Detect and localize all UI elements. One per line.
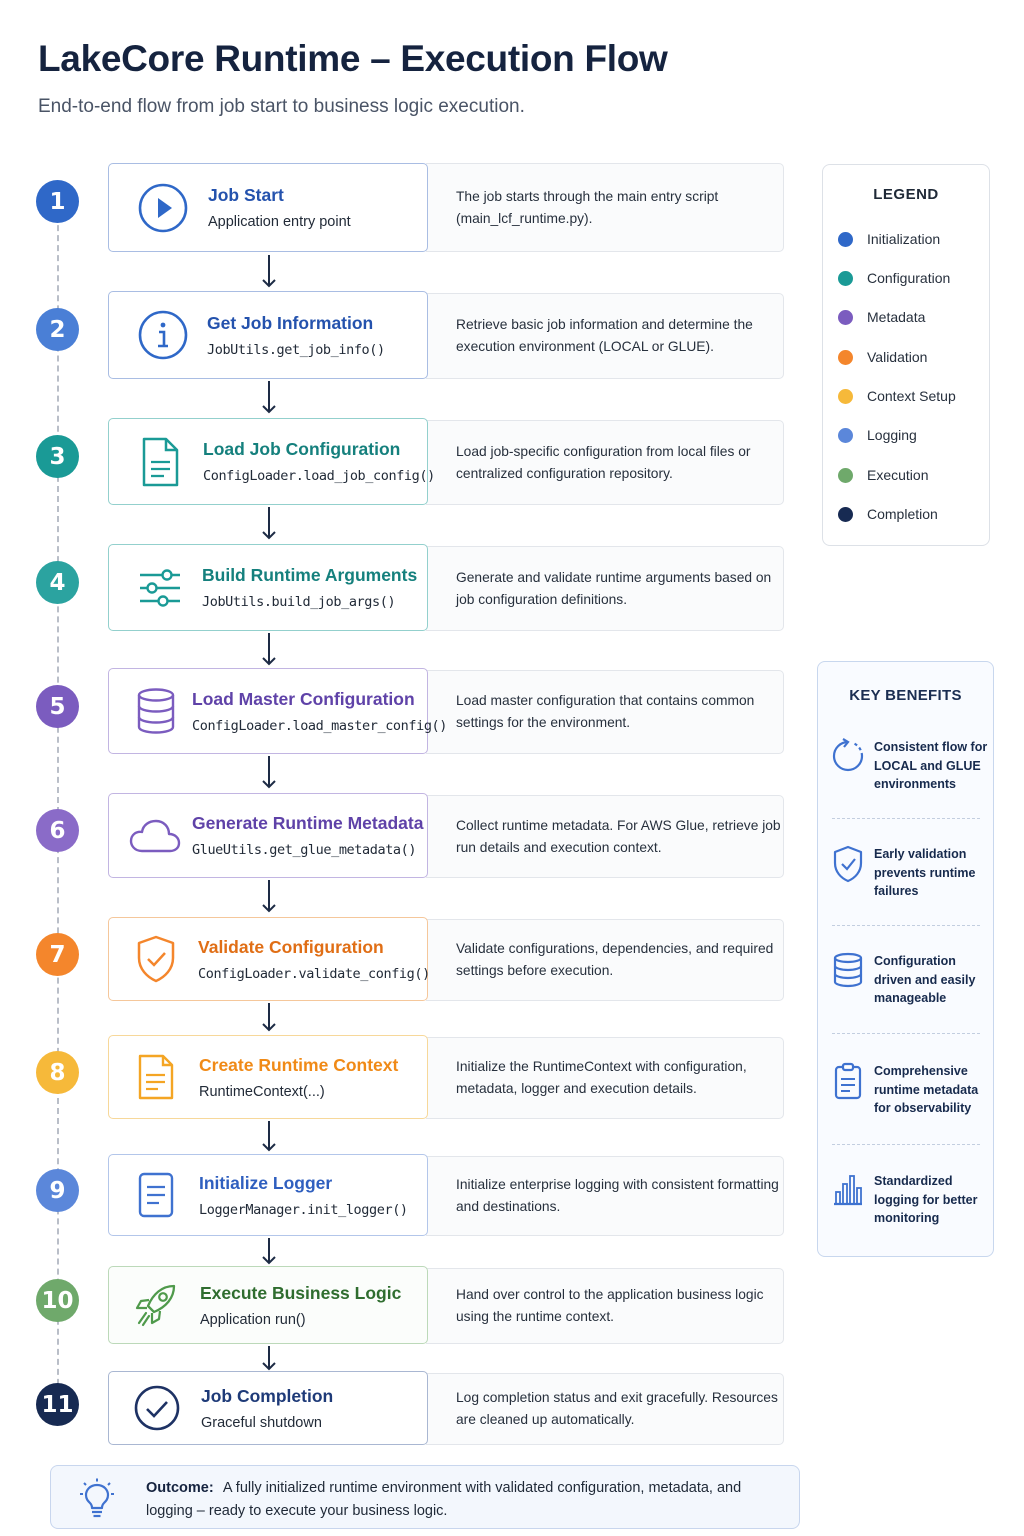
step-description: Hand over control to the application business logic using the runtime context. <box>426 1268 784 1344</box>
database-icon <box>133 687 179 735</box>
step-title: Create Runtime Context <box>199 1054 399 1075</box>
step-description: Initialize enterprise logging with consistent formatting and destinations. <box>426 1156 784 1236</box>
step-card-validate-config <box>108 917 428 1001</box>
bar-chart-icon <box>830 1172 866 1206</box>
step-subtitle: RuntimeContext(...) <box>199 1083 325 1100</box>
step-card-job-completion <box>108 1371 428 1445</box>
legend-dot <box>838 232 853 247</box>
step-subtitle: LoggerManager.init_logger() <box>199 1201 408 1218</box>
benefit-separator <box>832 1144 980 1145</box>
benefit-separator <box>832 1033 980 1034</box>
arrow-down-icon <box>259 505 279 541</box>
step-card-initialize-logger <box>108 1154 428 1236</box>
step-description: The job starts through the main entry script (main_lcf_runtime.py). <box>426 163 784 252</box>
step-number: 3 <box>36 435 79 478</box>
page-subtitle: End-to-end flow from job start to business logic execution. <box>38 96 525 117</box>
arrow-down-icon <box>259 631 279 667</box>
step-description: Validate configurations, dependencies, and required settings before execution. <box>426 919 784 1001</box>
step-number: 11 <box>36 1383 79 1426</box>
legend-item-execution: Execution <box>838 467 928 483</box>
timeline-line <box>57 205 59 1405</box>
benefit-item: Early validation prevents runtime failures <box>830 845 990 901</box>
refresh-icon <box>830 738 866 774</box>
step-title: Job Start <box>208 185 284 205</box>
arrow-down-icon <box>259 878 279 914</box>
arrow-down-icon <box>259 1119 279 1153</box>
shield-check-icon <box>830 845 866 883</box>
step-number: 6 <box>36 809 79 852</box>
legend-item-validation: Validation <box>838 349 927 365</box>
step-description: Generate and validate runtime arguments based on job configuration definitions. <box>426 546 784 631</box>
benefit-item: Consistent flow for LOCAL and GLUE environments <box>830 738 990 794</box>
step-card-build-runtime-args <box>108 544 428 631</box>
step-card-create-runtime-context <box>108 1035 428 1119</box>
shield-check-icon <box>133 934 179 984</box>
log-file-icon <box>133 1171 179 1219</box>
step-description: Retrieve basic job information and determine the execution environment (LOCAL or GLUE). <box>426 293 784 379</box>
step-title: Generate Runtime Metadata <box>192 813 424 833</box>
outcome-label: Outcome: <box>146 1480 214 1496</box>
lightbulb-icon <box>77 1478 117 1525</box>
step-title: Get Job Information <box>207 312 374 333</box>
legend-dot <box>838 468 853 483</box>
legend-item-completion: Completion <box>838 506 938 522</box>
step-description: Log completion status and exit gracefully. Resources are cleaned up automatically. <box>426 1373 784 1445</box>
step-subtitle: Graceful shutdown <box>201 1414 322 1431</box>
outcome-description: A fully initialized runtime environment with validated configuration, metadata, and logging – ready to execute your business logic. <box>146 1480 742 1519</box>
step-title: Initialize Logger <box>199 1172 333 1193</box>
step-title: Load Job Configuration <box>203 439 401 459</box>
legend-panel <box>822 164 990 546</box>
check-circle-icon <box>131 1384 183 1432</box>
document-icon <box>135 436 185 488</box>
benefit-item: Configuration driven and easily manageable <box>830 952 990 1008</box>
arrow-down-icon <box>259 253 279 289</box>
benefit-separator <box>832 818 980 819</box>
legend-dot <box>838 271 853 286</box>
step-number: 2 <box>36 308 79 351</box>
legend-item-logging: Logging <box>838 427 917 443</box>
legend-item-context-setup: Context Setup <box>838 388 956 404</box>
step-title: Job Completion <box>201 1385 334 1406</box>
step-number: 7 <box>36 933 79 976</box>
clipboard-icon <box>830 1062 866 1100</box>
arrow-down-icon <box>259 1344 279 1372</box>
step-subtitle: JobUtils.build_job_args() <box>202 594 396 610</box>
step-number: 9 <box>36 1169 79 1212</box>
step-subtitle: Application entry point <box>208 214 351 230</box>
arrow-down-icon <box>259 379 279 415</box>
step-subtitle: ConfigLoader.load_job_config() <box>203 468 435 484</box>
arrow-down-icon <box>259 754 279 790</box>
step-subtitle: GlueUtils.get_glue_metadata() <box>192 842 417 858</box>
step-number: 4 <box>36 561 79 604</box>
step-number: 5 <box>36 685 79 728</box>
legend-dot <box>838 350 853 365</box>
legend-dot <box>838 389 853 404</box>
legend-dot <box>838 310 853 325</box>
play-icon <box>135 182 191 234</box>
step-number: 1 <box>36 180 79 223</box>
note-icon <box>133 1053 179 1101</box>
key-benefits-panel <box>817 661 994 1257</box>
benefit-item: Comprehensive runtime metadata for observability <box>830 1062 990 1118</box>
step-card-load-job-config <box>108 418 435 505</box>
legend-item-configuration: Configuration <box>838 270 950 286</box>
sliders-icon <box>135 566 185 610</box>
step-subtitle: Application run() <box>200 1311 306 1328</box>
step-number: 10 <box>36 1279 79 1322</box>
arrow-down-icon <box>259 1236 279 1266</box>
info-icon <box>135 309 191 361</box>
step-subtitle: JobUtils.get_job_info() <box>207 341 385 358</box>
step-title: Execute Business Logic <box>200 1282 402 1303</box>
step-card-load-master-config <box>108 668 448 754</box>
step-card-job-start <box>108 163 428 252</box>
step-description: Load master configuration that contains common settings for the environment. <box>426 670 784 754</box>
outcome-text <box>146 1477 786 1523</box>
step-description: Collect runtime metadata. For AWS Glue, retrieve job run details and execution context. <box>426 795 784 878</box>
legend-title: LEGEND <box>873 186 939 203</box>
database-icon <box>830 952 866 988</box>
arrow-down-icon <box>259 1001 279 1033</box>
page-title: LakeCore Runtime – Execution Flow <box>38 38 668 79</box>
benefits-title: KEY BENEFITS <box>849 687 962 704</box>
step-description: Load job-specific configuration from local files or centralized configuration repository. <box>426 420 784 505</box>
step-subtitle: ConfigLoader.load_master_config() <box>192 717 448 734</box>
legend-item-initialization: Initialization <box>838 231 940 247</box>
step-description: Initialize the RuntimeContext with configuration, metadata, logger and execution details. <box>426 1037 784 1119</box>
step-card-get-job-info <box>108 291 428 379</box>
step-number: 8 <box>36 1051 79 1094</box>
step-subtitle: ConfigLoader.validate_config() <box>198 965 430 982</box>
legend-item-metadata: Metadata <box>838 309 925 325</box>
outcome-banner <box>50 1465 800 1529</box>
step-card-execute-business-logic <box>108 1266 428 1344</box>
step-title: Validate Configuration <box>198 936 384 957</box>
legend-dot <box>838 507 853 522</box>
cloud-icon <box>127 817 183 855</box>
step-card-generate-metadata <box>108 793 428 878</box>
step-title: Build Runtime Arguments <box>202 565 418 585</box>
benefit-item: Standardized logging for better monitoring <box>830 1172 990 1228</box>
benefit-separator <box>832 925 980 926</box>
step-title: Load Master Configuration <box>192 688 415 709</box>
rocket-icon <box>133 1282 179 1328</box>
legend-dot <box>838 428 853 443</box>
